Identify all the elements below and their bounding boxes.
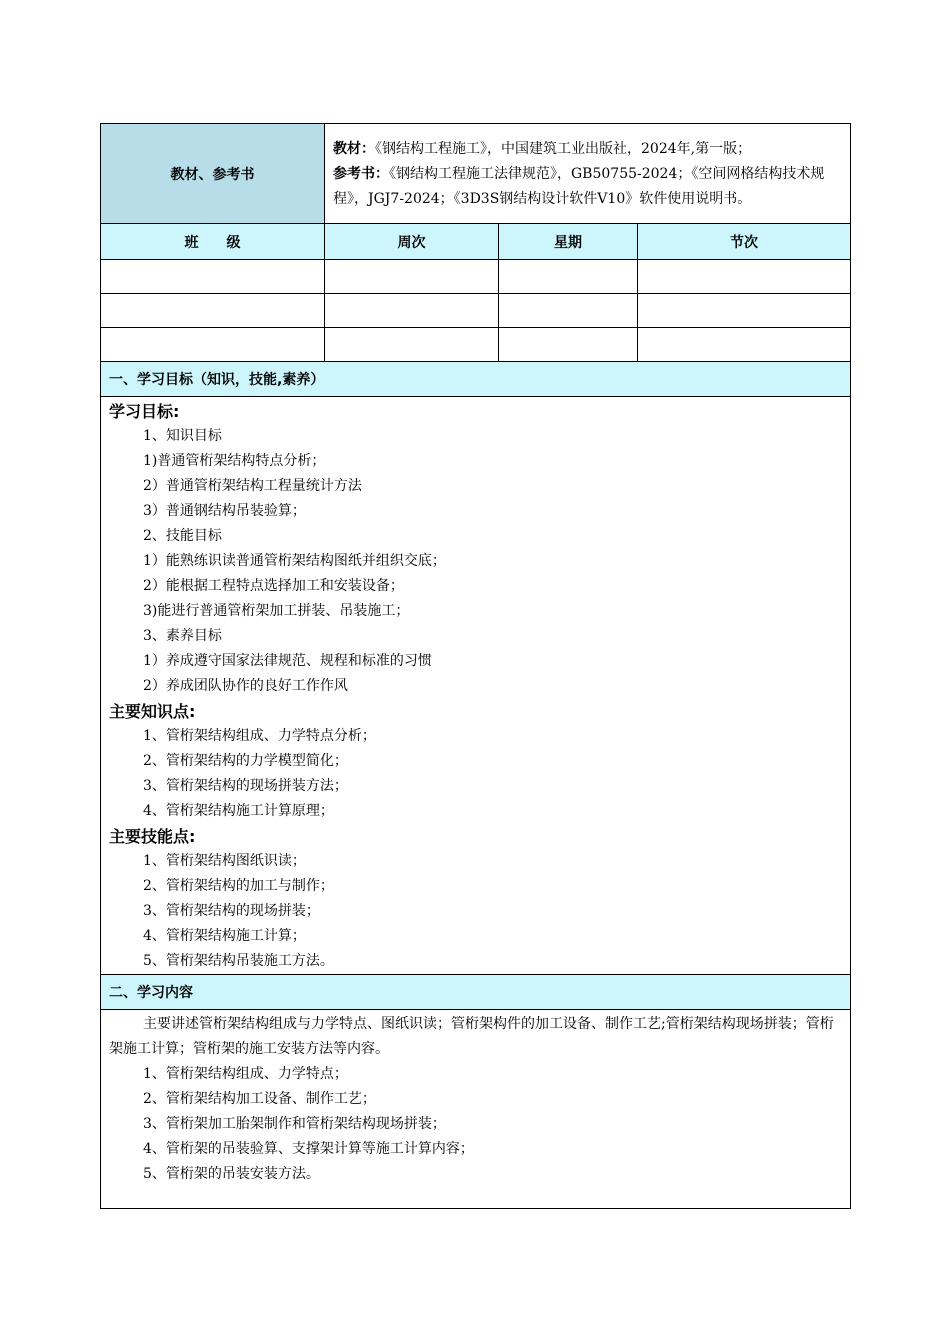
- reference-books-text: 《钢结构工程施工法律规范》，GB50755-2024；《空间网格结构技术规程》，JGJ7-2024；《3D3S钢结构设计软件V10》软件使用说明书。: [333, 166, 825, 207]
- skill-item: 3、管桁架结构的现场拼装；: [143, 903, 320, 919]
- schedule-cell[interactable]: [499, 260, 638, 294]
- schedule-row: [101, 260, 851, 294]
- schedule-cell[interactable]: [325, 260, 499, 294]
- textbook-text: 《钢结构工程施工》，中国建筑工业出版社，2024年,第一版；: [375, 141, 752, 157]
- schedule-row: [101, 294, 851, 328]
- schedule-cell[interactable]: [638, 260, 851, 294]
- section2-content-row: [101, 1010, 851, 1209]
- content-item: 2、管桁架结构加工设备、制作工艺；: [143, 1091, 376, 1107]
- course-table: [100, 123, 851, 1209]
- schedule-cell[interactable]: [325, 328, 499, 362]
- section2-intro: 主要讲述管桁架结构组成与力学特点、图纸识读；管桁架构件的加工设备、制作工艺;管桁架结构现场拼装；管桁架施工计算；管桁架的施工安装方法等内容。: [109, 1016, 834, 1057]
- content-item: 1、管桁架结构组成、力学特点；: [143, 1066, 348, 1082]
- skill-item: 2、管桁架结构的加工与制作；: [143, 878, 334, 894]
- goals-heading: 学习目标:: [109, 402, 180, 421]
- skill-item: 1、管桁架结构图纸识读；: [143, 853, 306, 869]
- section1-content-row: [101, 397, 851, 975]
- knowledge-item: 2、管桁架结构的力学模型简化；: [143, 753, 348, 769]
- schedule-row: [101, 328, 851, 362]
- goal-item: 1）养成遵守国家法律规范、规程和标准的习惯: [143, 653, 432, 669]
- reference-row: [101, 124, 851, 224]
- goal-item: 3、素养目标: [143, 628, 222, 644]
- skill-item: 5、管桁架结构吊装施工方法。: [143, 953, 334, 969]
- skills-heading: 主要技能点:: [109, 827, 196, 846]
- goal-item: 1)普通管桁架结构特点分析；: [143, 453, 326, 469]
- schedule-cell[interactable]: [101, 260, 325, 294]
- section1-title: 一、学习目标（知识，技能,素养）: [101, 362, 851, 397]
- schedule-cell[interactable]: [325, 294, 499, 328]
- reference-cell: [325, 124, 851, 224]
- goal-item: 3)能进行普通管桁架加工拼装、吊装施工；: [143, 603, 410, 619]
- section2-title: 二、学习内容: [101, 975, 851, 1010]
- goal-item: 3）普通钢结构吊装验算；: [143, 503, 306, 519]
- schedule-cell[interactable]: [638, 328, 851, 362]
- column-class: 班 级: [101, 224, 325, 260]
- knowledge-item: 4、管桁架结构施工计算原理；: [143, 803, 334, 819]
- schedule-cell[interactable]: [638, 294, 851, 328]
- goal-item: 2）能根据工程特点选择加工和安装设备；: [143, 578, 404, 594]
- goal-item: 2）养成团队协作的良好工作作风: [143, 678, 348, 694]
- reference-books-label: 参考书：: [333, 166, 389, 182]
- goal-item: 2）普通管桁架结构工程量统计方法: [143, 478, 362, 494]
- content-item: 4、管桁架的吊装验算、支撑架计算等施工计算内容；: [143, 1141, 474, 1157]
- section1-header-row: [101, 362, 851, 397]
- knowledge-item: 3、管桁架结构的现场拼装方法；: [143, 778, 348, 794]
- content-item: 3、管桁架加工胎架制作和管桁架结构现场拼装；: [143, 1116, 446, 1132]
- section2-header-row: [101, 975, 851, 1010]
- column-weekday: 星期: [499, 224, 638, 260]
- schedule-cell[interactable]: [101, 294, 325, 328]
- knowledge-heading: 主要知识点:: [109, 702, 196, 721]
- schedule-cell[interactable]: [499, 328, 638, 362]
- goal-item: 1、知识目标: [143, 428, 222, 444]
- column-week: 周次: [325, 224, 499, 260]
- schedule-header-row: [101, 224, 851, 260]
- schedule-cell[interactable]: [499, 294, 638, 328]
- reference-label: 教材、参考书: [101, 124, 325, 224]
- textbook-label: 教材：: [333, 141, 375, 157]
- knowledge-item: 1、管桁架结构组成、力学特点分析；: [143, 728, 376, 744]
- goal-item: 1）能熟练识读普通管桁架结构图纸并组织交底；: [143, 553, 446, 569]
- schedule-cell[interactable]: [101, 328, 325, 362]
- content-item: 5、管桁架的吊装安装方法。: [143, 1166, 320, 1182]
- section2-content: [101, 1010, 851, 1209]
- column-period: 节次: [638, 224, 851, 260]
- skill-item: 4、管桁架结构施工计算；: [143, 928, 306, 944]
- section1-content: [101, 397, 851, 975]
- goal-item: 2、技能目标: [143, 528, 222, 544]
